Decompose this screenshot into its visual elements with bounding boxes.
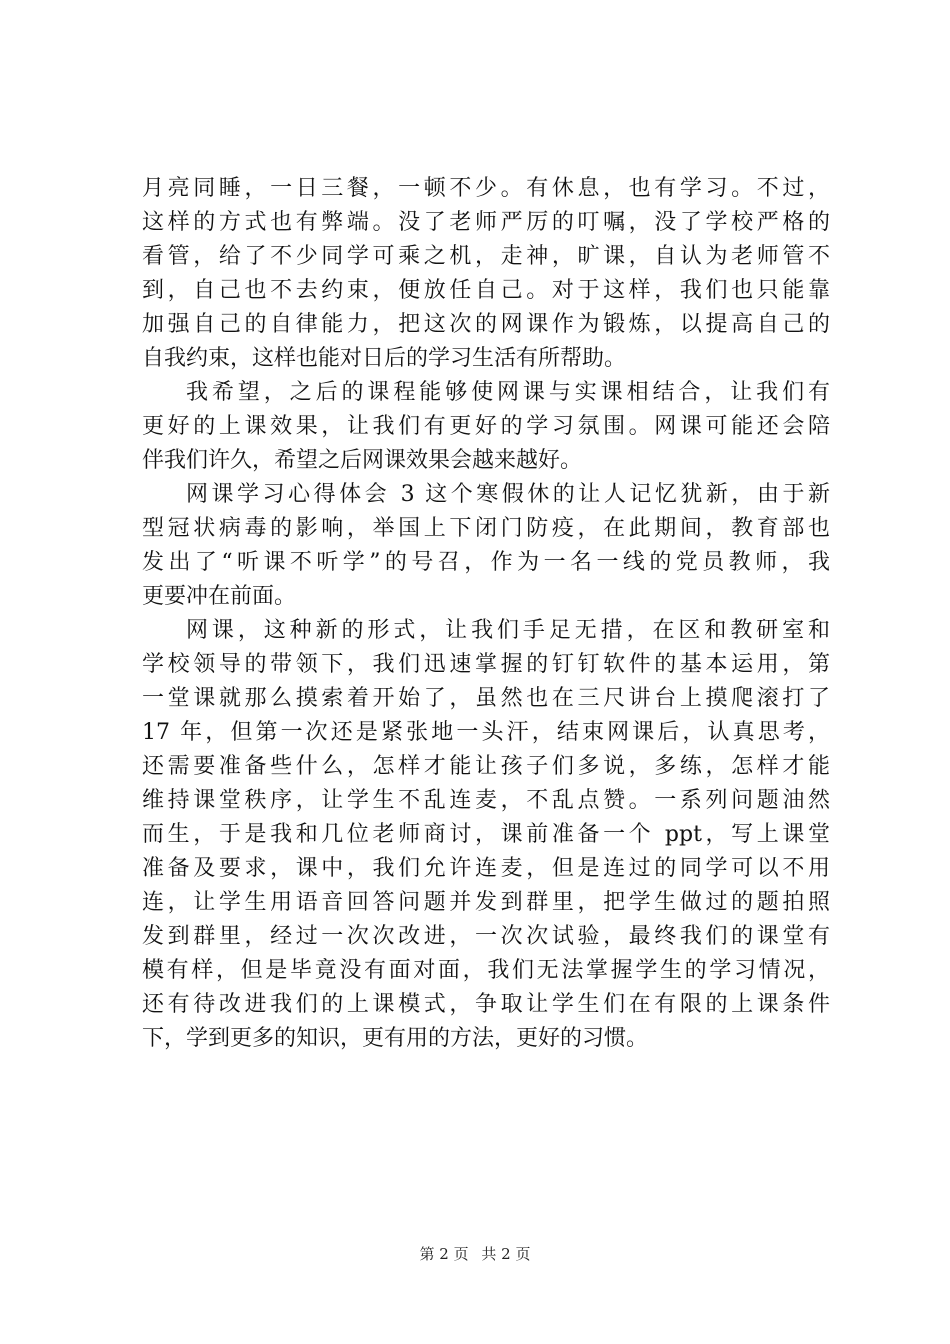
text-line: 发出了“听课不听学”的号召，作为一名一线的党员教师，我 — [142, 550, 830, 575]
text-line: 型冠状病毒的影响，举国上下闭门防疫，在此期间，教育部也 — [142, 516, 830, 541]
text-line: 加强自己的自律能力，把这次的网课作为锻炼，以提高自己的 — [142, 312, 830, 337]
paragraph — [142, 172, 830, 376]
document-body — [142, 172, 830, 1056]
text-line: 网课，这种新的形式，让我们手足无措，在区和教研室和 — [186, 618, 830, 643]
text-line: 到，自己也不去约束，便放任自己。对于这样，我们也只能靠 — [142, 278, 830, 303]
text-line: 我希望，之后的课程能够使网课与实课相结合，让我们有 — [186, 380, 830, 405]
paragraph — [142, 614, 830, 1056]
page-number: 第 2 页 — [419, 1245, 469, 1263]
text-line: 还有待改进我们的上课模式，争取让学生们在有限的上课条件 — [142, 992, 830, 1017]
text-line: 发到群里，经过一次次改进，一次次试验，最终我们的课堂有 — [142, 924, 830, 949]
text-line: 更好的上课效果，让我们有更好的学习氛围。网课可能还会陪 — [142, 414, 830, 439]
text-line: 而生，于是我和几位老师商讨，课前准备一个 ppt，写上课堂 — [142, 822, 830, 847]
text-line: 还需要准备些什么，怎样才能让孩子们多说，多练，怎样才能 — [142, 754, 830, 779]
text-line: 自我约束，这样也能对日后的学习生活有所帮助。 — [142, 346, 627, 371]
text-line: 学校领导的带领下，我们迅速掌握的钉钉软件的基本运用，第 — [142, 652, 830, 677]
text-line: 模有样，但是毕竟没有面对面，我们无法掌握学生的学习情况， — [142, 958, 830, 983]
page-footer — [0, 1244, 950, 1264]
text-line: 17 年，但第一次还是紧张地一头汗，结束网课后，认真思考， — [142, 720, 830, 745]
text-line: 伴我们许久，希望之后网课效果会越来越好。 — [142, 448, 583, 473]
text-line: 维持课堂秩序，让学生不乱连麦，不乱点赞。一系列问题油然 — [142, 788, 830, 813]
text-line: 看管，给了不少同学可乘之机，走神，旷课，自认为老师管不 — [142, 244, 830, 269]
text-line: 更要冲在前面。 — [142, 584, 297, 609]
text-line: 这样的方式也有弊端。没了老师严厉的叮嘱，没了学校严格的 — [142, 210, 830, 235]
text-line: 连，让学生用语音回答问题并发到群里，把学生做过的题拍照 — [142, 890, 830, 915]
paragraph — [142, 478, 830, 614]
paragraph — [142, 376, 830, 478]
text-line: 准备及要求，课中，我们允许连麦，但是连过的同学可以不用 — [142, 856, 830, 881]
text-line: 网课学习心得体会 3 这个寒假休的让人记忆犹新，由于新 — [186, 482, 830, 507]
text-line: 一堂课就那么摸索着开始了，虽然也在三尺讲台上摸爬滚打了 — [142, 686, 830, 711]
page-total: 共 2 页 — [481, 1245, 531, 1263]
text-line: 月亮同睡，一日三餐，一顿不少。有休息，也有学习。不过， — [142, 176, 830, 201]
text-line: 下，学到更多的知识，更有用的方法，更好的习惯。 — [142, 1026, 649, 1051]
